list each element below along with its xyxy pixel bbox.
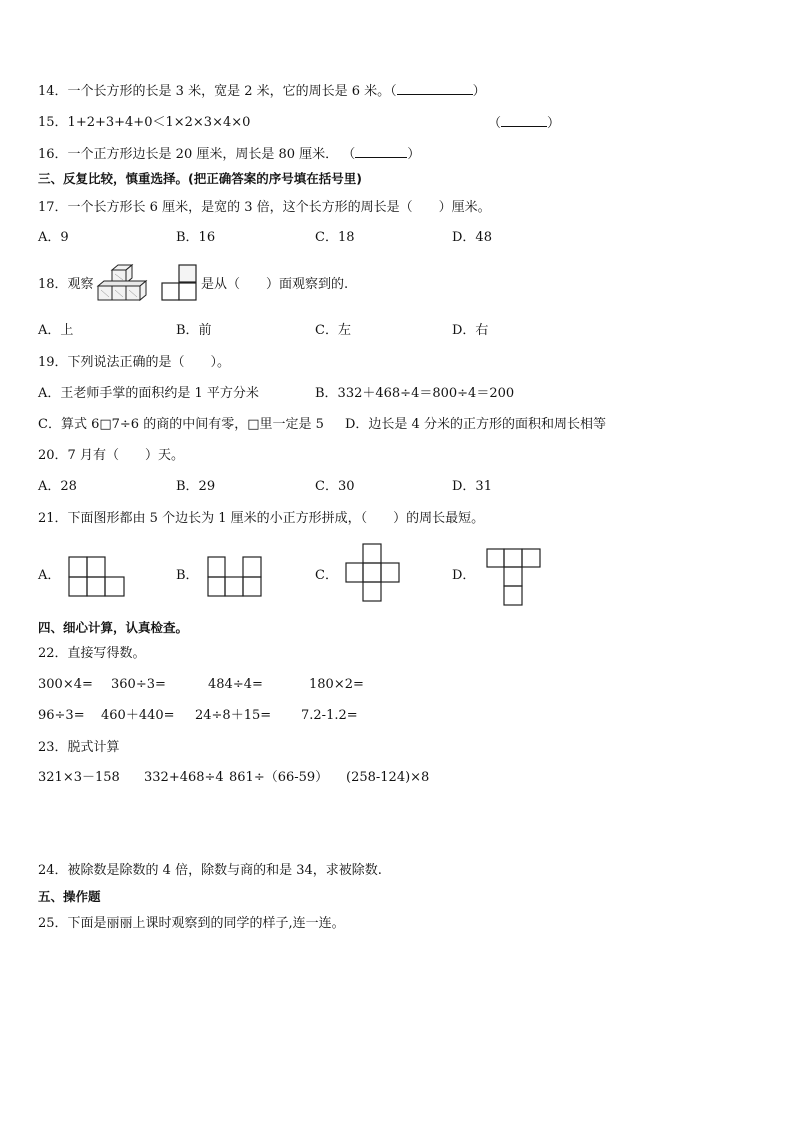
q21-option-a[interactable]: A． [38, 568, 61, 583]
calc-item: 300×4= [38, 677, 93, 692]
question-16: 16．一个正方形边长是 20 厘米，周长是 80 厘米． （ ） [38, 147, 421, 162]
question-16-text: 16．一个正方形边长是 20 厘米，周长是 80 厘米． （ [38, 147, 356, 162]
question-19: 19．下列说法正确的是（ ）。 [38, 355, 231, 370]
q18-option-d[interactable]: D．右 [452, 323, 489, 338]
calc-item: 7.2-1.2= [301, 708, 358, 723]
calc-item: (258-124)×8 [346, 770, 430, 785]
q20-option-c[interactable]: C．30 [315, 479, 355, 494]
answer-blank[interactable] [501, 114, 547, 127]
question-15 [38, 114, 250, 132]
question-23: 23．脱式计算 [38, 740, 120, 755]
calc-item: 360÷3= [111, 677, 166, 692]
section-5-heading: 五、操作题 [38, 889, 101, 904]
q19-option-c[interactable]: C．算式 6□7÷6 的商的中间有零，□里一定是 5 [38, 417, 324, 432]
q20-option-b[interactable]: B．29 [176, 479, 216, 494]
answer-blank[interactable] [355, 145, 407, 158]
calc-item: 332+468÷4 [144, 770, 224, 785]
q18-option-c[interactable]: C．左 [315, 323, 351, 338]
q20-option-a[interactable]: A．28 [38, 479, 77, 494]
q17-option-a[interactable]: A．9 [38, 230, 69, 245]
q21-shape-a [68, 556, 126, 598]
calc-item: 861÷（66-59） [229, 770, 329, 785]
calc-item: 96÷3= [38, 708, 85, 723]
q21-option-b[interactable]: B． [176, 568, 199, 583]
question-25: 25．下面是丽丽上课时观察到的同学的样子,连一连。 [38, 916, 345, 931]
question-14-text: 14．一个长方形的长是 3 米，宽是 2 米，它的周长是 6 米。（ [38, 84, 397, 99]
q18-option-a[interactable]: A．上 [38, 323, 74, 338]
q19-option-d[interactable]: D．边长是 4 分米的正方形的面积和周长相等 [345, 417, 606, 432]
q21-shape-d [486, 548, 542, 608]
calc-item: 321×3－158 [38, 770, 120, 785]
question-21: 21．下面图形都由 5 个边长为 1 厘米的小正方形拼成，（ ）的周长最短。 [38, 511, 485, 526]
q19-option-b[interactable]: B．332＋468÷4＝800÷4＝200 [315, 386, 515, 401]
question-18-pre: 18．观察 [38, 277, 94, 292]
calc-item: 484÷4= [208, 677, 263, 692]
calc-item: 460＋440= [101, 708, 175, 723]
question-18-post: 是从（ ）面观察到的. [201, 277, 349, 292]
section-4-heading: 四、细心计算，认真检查。 [38, 620, 189, 635]
q19-option-a[interactable]: A．王老师手掌的面积约是 1 平方分米 [38, 386, 259, 401]
q18-option-b[interactable]: B．前 [176, 323, 212, 338]
q20-option-d[interactable]: D．31 [452, 479, 492, 494]
q21-shape-c [345, 543, 401, 603]
view-result-figure [160, 264, 198, 302]
q21-shape-b [207, 556, 263, 598]
calc-item: 180×2= [309, 677, 364, 692]
question-20: 20．7 月有（ ）天。 [38, 448, 184, 463]
calc-item: 24÷8＋15= [195, 708, 272, 723]
question-14: 14．一个长方形的长是 3 米，宽是 2 米，它的周长是 6 米。（ ） [38, 84, 486, 99]
question-15-text: 15．1+2+3+4+0＜1×2×3×4×0 [38, 115, 251, 130]
question-17: 17．一个长方形长 6 厘米，是宽的 3 倍，这个长方形的周长是（ ）厘米。 [38, 200, 491, 215]
section-3-heading: 三、反复比较，慎重选择。(把正确答案的序号填在括号里) [38, 171, 362, 186]
question-22: 22．直接写得数。 [38, 646, 146, 661]
q21-option-d[interactable]: D． [452, 568, 476, 583]
q17-option-b[interactable]: B．16 [176, 230, 216, 245]
answer-blank[interactable] [397, 82, 473, 95]
q17-option-d[interactable]: D．48 [452, 230, 492, 245]
q17-option-c[interactable]: C．18 [315, 230, 355, 245]
cube-stack-figure [94, 262, 156, 304]
question-24: 24．被除数是除数的 4 倍，除数与商的和是 34，求被除数. [38, 863, 382, 878]
q21-option-c[interactable]: C． [315, 568, 338, 583]
question-15-bracket: （ ） [488, 116, 561, 131]
